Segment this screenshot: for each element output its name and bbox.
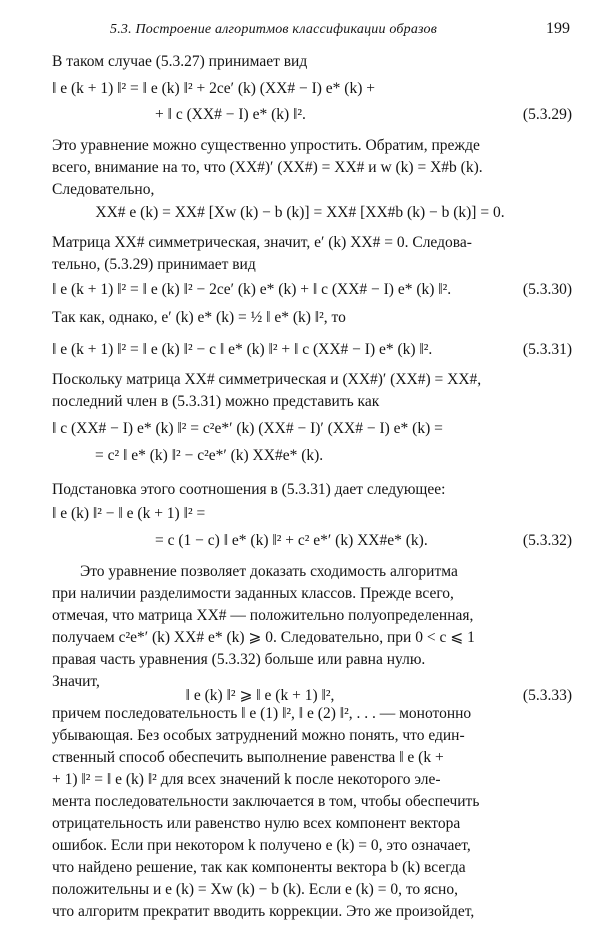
line-text: Матрица XX# симметрическая, значит, e′ (k) XX# = 0. Следова-	[52, 234, 472, 251]
line-text: Так как, однако, e′ (k) e* (k) = ½ ‖ e* (k) ‖², то	[52, 309, 346, 326]
line-text: ошибок. Если при некотором k получено e (k) = 0, это означает,	[52, 837, 471, 854]
formula-text: = c (1 − c) ‖ e* (k) ‖² + c² e*′ (k) XX#e* (k).	[155, 532, 428, 549]
equation-number: (5.3.31)	[522, 341, 572, 358]
formula-text: ‖ c (XX# − I) e* (k) ‖² = c²e*′ (k) (XX# − I)′ (XX# − I) e* (k) =	[52, 420, 443, 437]
text-line	[52, 136, 572, 156]
text-line	[52, 748, 572, 768]
text-line	[52, 726, 572, 746]
text-line	[52, 836, 572, 856]
line-text: при наличии разделимости заданных классов. Прежде всего,	[52, 585, 454, 602]
text-line	[52, 370, 572, 390]
line-text: убывающая. Без особых затруднений можно понять, что един-	[52, 727, 465, 744]
equation-number: (5.3.29)	[522, 106, 572, 123]
line-text: положительны и e (k) = Xw (k) − b (k). Если e (k) = 0, то ясно,	[52, 881, 458, 898]
line-text: Это уравнение можно существенно упростить. Обратим, прежде	[52, 137, 480, 154]
text-line	[52, 704, 572, 724]
formula-text: ‖ e (k + 1) ‖² = ‖ e (k) ‖² − c ‖ e* (k) ‖² + ‖ c (XX# − I) e* (k) ‖².	[52, 341, 433, 358]
line-text: Подстановка этого соотношения в (5.3.31) дает следующее:	[52, 481, 446, 498]
running-title: 5.3. Построение алгоритмов классификации образов	[110, 22, 437, 37]
text-line	[52, 792, 572, 812]
text-line	[52, 902, 572, 922]
line-text: причем последовательность ‖ e (1) ‖², ‖ e (2) ‖², . . . — монотонно	[52, 705, 472, 722]
formula-text: = c² ‖ e* (k) ‖² − c²e*′ (k) XX#e* (k).	[95, 447, 324, 464]
line-text: тельно, (5.3.29) принимает вид	[52, 256, 256, 273]
formula-text: XX# e (k) = XX# [Xw (k) − b (k)] = XX# [XX#b (k) − b (k)] = 0.	[95, 204, 505, 221]
line-text: Поскольку матрица XX# симметрическая и (XX#)′ (XX#) = XX#,	[52, 371, 482, 388]
line-text: отмечая, что матрица XX# — положительно полуопределенная,	[52, 607, 474, 624]
formula-text: ‖ e (k + 1) ‖² = ‖ e (k) ‖² + 2ce′ (k) (XX# − I) e* (k) +	[52, 80, 375, 97]
text-line	[52, 650, 572, 670]
formula-text: ‖ e (k) ‖² − ‖ e (k + 1) ‖² =	[52, 505, 206, 522]
line-text: последний член в (5.3.31) можно представить как	[52, 393, 380, 410]
formula-text: ‖ e (k) ‖² ⩾ ‖ e (k + 1) ‖²,	[185, 687, 335, 704]
formula-text: ‖ e (k + 1) ‖² = ‖ e (k) ‖² − 2ce′ (k) e* (k) + ‖ c (XX# − I) e* (k) ‖².	[52, 281, 452, 298]
equation-number: (5.3.33)	[522, 687, 572, 704]
line-text: Это уравнение позволяет доказать сходимость алгоритма	[80, 563, 458, 580]
equation-number: (5.3.30)	[522, 281, 572, 298]
line-text: В таком случае (5.3.27) принимает вид	[52, 53, 308, 70]
text-line	[52, 606, 572, 626]
text-line	[52, 480, 572, 500]
page-number: 199	[546, 20, 570, 37]
line-text: что найдено решение, так как компоненты вектора b (k) всегда	[52, 859, 466, 876]
text-line	[52, 255, 572, 275]
line-text: мента последовательности заключается в том, чтобы обеспечить	[52, 793, 480, 810]
line-text: Значит,	[52, 673, 100, 690]
equation-number: (5.3.32)	[522, 532, 572, 549]
text-line	[52, 628, 572, 648]
line-text: что алгоритм прекратит вводить коррекции. Это же произойдет,	[52, 903, 475, 920]
line-text: + 1) ‖² = ‖ e (k) ‖² для всех значений k после некоторого эле-	[52, 771, 441, 788]
text-line	[52, 392, 572, 412]
text-line	[52, 308, 572, 328]
line-text: правая часть уравнения (5.3.32) больше или равна нулю.	[52, 651, 426, 668]
text-line	[52, 814, 572, 834]
line-text: получаем c²e*′ (k) XX# e* (k) ⩾ 0. Следовательно, при 0 < c ⩽ 1	[52, 629, 475, 646]
line-text: отрицательность или равенство нулю всех компонент вектора	[52, 815, 461, 832]
text-line	[52, 180, 572, 200]
line-text: всего, внимание на то, что (XX#)′ (XX#) = XX# и w (k) = X#b (k).	[52, 159, 483, 176]
text-line	[52, 880, 572, 900]
page-header	[0, 22, 600, 44]
text-line	[52, 158, 572, 178]
line-text: Следовательно,	[52, 181, 155, 198]
line-text: ственный способ обеспечить выполнение равенства ‖ e (k +	[52, 749, 444, 766]
text-line	[52, 858, 572, 878]
text-line	[52, 770, 572, 790]
formula-text: + ‖ c (XX# − I) e* (k) ‖².	[155, 106, 306, 123]
text-line	[52, 584, 572, 604]
text-line	[80, 562, 572, 582]
text-line	[52, 233, 572, 253]
text-line	[52, 52, 572, 72]
